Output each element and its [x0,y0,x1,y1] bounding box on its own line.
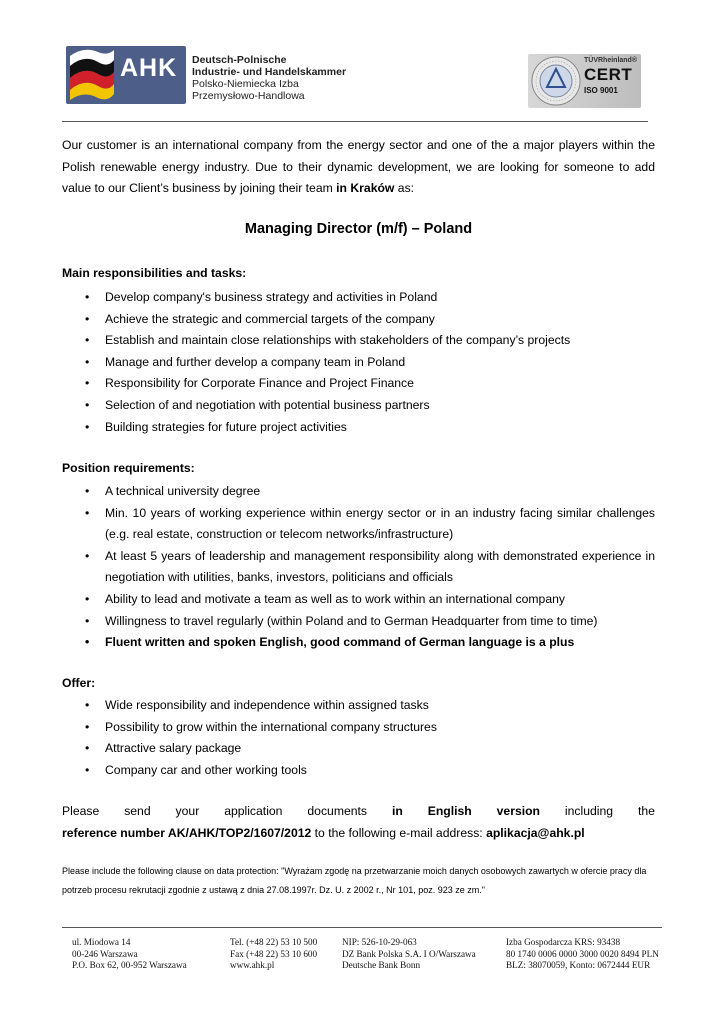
footer-line: Izba Gospodarcza KRS: 93438 [506,937,621,947]
reference-middle: to the following e-mail address: [311,826,487,840]
ahk-logo [66,46,186,104]
intro-paragraph [62,135,655,200]
org-name-line: Polsko-Niemiecka Izba [192,78,299,90]
footer-line: 80 1740 0006 0000 3000 0020 8494 PLN [506,948,659,959]
list-item: • Building strategies for future project activities [82,417,655,439]
requirements-list [82,481,655,654]
list-item: • Selection of and negotiation with potential business partners [82,395,655,417]
word: including [564,804,614,818]
list-item: • Company car and other working tools [82,760,655,782]
footer-line: ul. Miodowa 14 [72,937,131,947]
requirements-heading: Position requirements: [62,461,195,475]
cert-brand: TÜVRheinland® [584,57,637,64]
footer-website[interactable]: www.ahk.pl [230,960,275,971]
organization-name [192,54,346,102]
list-item: • Wide responsibility and independence within assigned tasks [82,695,655,717]
list-item: • A technical university degree [82,481,655,503]
footer-line: P.O. Box 62, 00-952 Warszawa [72,960,187,971]
list-item: • Responsibility for Corporate Finance and Project Finance [82,373,655,395]
footer-bank-1 [342,937,476,972]
word: application [224,804,283,818]
offer-list [82,695,655,781]
job-title: Managing Director (m/f) – Poland [244,221,473,237]
intro-text: Our customer is an international company from the energy sector and one of the a major players within the Polish renewable energy industry. Due to their dynamic development, we are looking for someone to add value to our Client’s business by joining their team [62,138,655,195]
footer-contact [230,937,317,972]
responsibilities-list [82,287,655,438]
word: in [391,804,403,818]
list-item: • Min. 10 years of working experience within energy sector or in an industry facing similar challenges (e.g. real estate, construction or telecom networks/infrastructure) [82,503,655,546]
word: send [124,804,151,818]
footer-line: 00-246 Warszawa [72,948,138,959]
header-divider [62,121,648,122]
list-item: • At least 5 years of leadership and management responsibility along with demonstrated experience in negotiation with utilities, banks, investors, politicians and officials [82,546,655,589]
tuv-cert-badge [528,54,641,108]
list-item: • Attractive salary package [82,738,655,760]
footer-divider [62,927,662,928]
list-item: • Willingness to travel regularly (within Poland and to German Headquarter from time to time) [82,611,655,633]
reference-number: reference number AK/AHK/TOP2/1607/2012 [62,826,312,840]
list-item: • Achieve the strategic and commercial targets of the company [82,309,655,331]
footer-line: Tel. (+48 22) 53 10 500 [230,937,318,947]
job-location: in Kraków [336,181,395,195]
org-name-line: Przemysłowo-Handlowa [192,90,305,102]
word: Please [62,804,100,818]
responsibilities-heading: Main responsibilities and tasks: [62,266,247,280]
footer-bank-2 [506,937,659,972]
intro-text-end: as: [394,181,415,195]
list-item: • Manage and further develop a company team in Poland [82,352,655,374]
list-item: • Possibility to grow within the international company structures [82,717,655,739]
list-item: • Establish and maintain close relationships with stakeholders of the company’s projects [82,330,655,352]
footer-line: DZ Bank Polska S.A. I O/Warszawa [342,948,476,959]
org-name-line: Deutsch-Polnische [192,54,287,66]
flag-icon [68,48,116,102]
footer-line: NIP: 526-10-29-063 [342,937,417,947]
org-name-line: Industrie- und Handelskammer [192,66,347,78]
data-protection-clause: Please include the following clause on data protection: "Wyrażam zgodę na przetwarzanie moich danych osobowych zawartych w ofercie pracy dla potrzeb procesu rekrutacji zgodnie z ustawą z dnia 27.08.1997r. Dz. U. z 2002 r., Nr 101, poz. 923 ze zm." [62,866,647,895]
footer-line: BLZ: 38070059, Konto: 0672444 EUR [506,960,651,971]
certification-seal-icon [530,55,582,107]
footer-address [72,937,187,972]
cert-label: CERT [584,65,633,84]
list-item: • Develop company's business strategy and activities in Poland [82,287,655,309]
cert-iso: ISO 9001 [584,86,618,95]
word: documents [307,804,368,818]
offer-heading: Offer: [62,676,96,690]
word: version [496,804,540,818]
word: the [637,804,655,818]
application-instructions [62,804,655,818]
word: English [427,804,472,818]
email-address[interactable]: aplikacja@ahk.pl [486,826,585,840]
footer-line: Deutsche Bank Bonn [342,960,421,971]
footer-line: Fax (+48 22) 53 10 600 [230,948,318,959]
word: your [175,804,200,818]
list-item: • Fluent written and spoken English, good command of German language is a plus [82,632,655,654]
logo-text: AHK [120,54,178,82]
list-item: • Ability to lead and motivate a team as well as to work within an international company [82,589,655,611]
reference-line [62,826,585,840]
